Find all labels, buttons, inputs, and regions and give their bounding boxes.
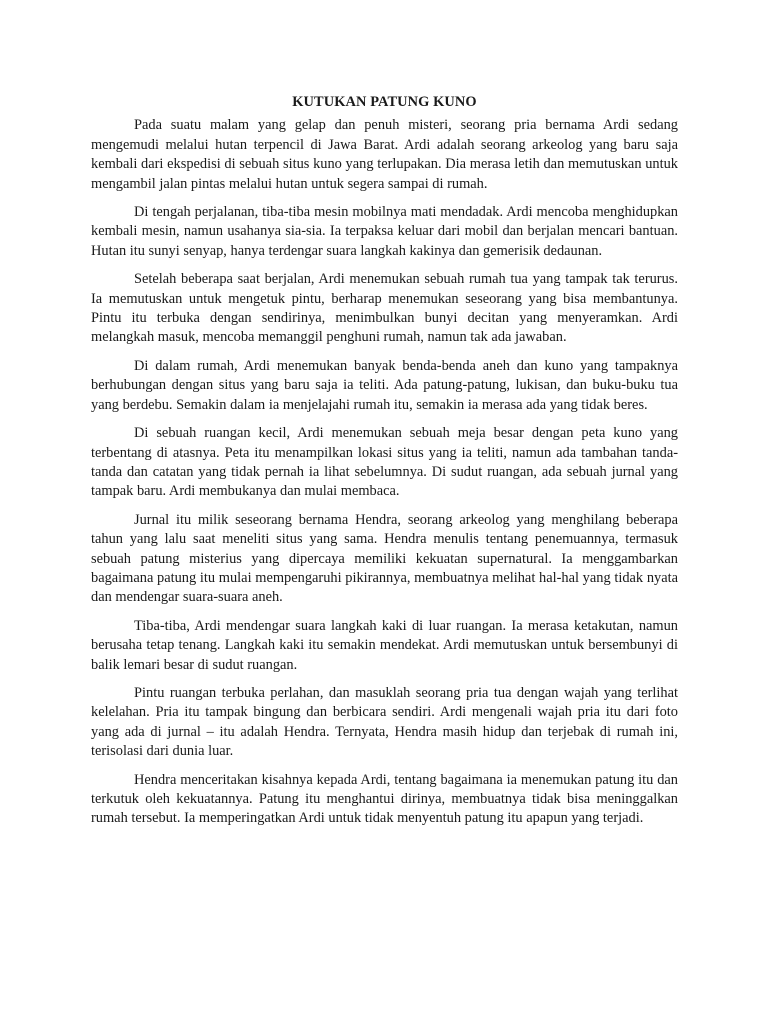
paragraph: Setelah beberapa saat berjalan, Ardi menemukan sebuah rumah tua yang tampak tak terurus. Ia memutuskan untuk mengetuk pintu, berharap menemukan seseorang yang bisa membantunya. Pintu itu terbuka dengan sendirinya, menimbulkan bunyi decitan yang menyeramkan. Ardi melangkah masuk, mencoba memanggil penghuni rumah, namun tak ada jawaban.	[91, 271, 678, 346]
paragraph: Pintu ruangan terbuka perlahan, dan masuklah seorang pria tua dengan wajah yang terlihat kelelahan. Pria itu tampak bingung dan berbicara sendiri. Ardi mengenali wajah pria itu dari foto yang ada di jurnal – itu adalah Hendra. Ternyata, Hendra masih hidup dan terjebak di rumah ini, terisolasi dari dunia luar.	[91, 684, 678, 760]
paragraph: Hendra menceritakan kisahnya kepada Ardi, tentang bagaimana ia menemukan patung itu dan terkutuk oleh kekuatannya. Patung itu menghantui dirinya, membuatnya tidak bisa meninggalkan rumah tersebut. Ia memperingatkan Ardi untuk tidak menyentuh patung itu apapun yang terjadi.	[91, 771, 678, 827]
paragraph: Di sebuah ruangan kecil, Ardi menemukan sebuah meja besar dengan peta kuno yang terbentang di atasnya. Peta itu menampilkan lokasi situs yang ia teliti, namun ada tambahan tanda-tanda dan catatan yang tidak pernah ia lihat sebelumnya. Di sudut ruangan, ada sebuah jurnal yang tampak baru. Ardi membukanya dan mulai membaca.	[91, 425, 678, 500]
paragraph: Tiba-tiba, Ardi mendengar suara langkah kaki di luar ruangan. Ia merasa ketakutan, namun berusaha tetap tenang. Langkah kaki itu semakin mendekat. Ardi memutuskan untuk bersembunyi di balik lemari besar di sudut ruangan.	[91, 617, 678, 673]
paragraph: Jurnal itu milik seseorang bernama Hendra, seorang arkeolog yang menghilang beberapa tahun yang lalu saat meneliti situs yang sama. Hendra menulis tentang penemuannya, termasuk sebuah patung misterius yang dipercaya memiliki kekuatan supernatural. Ia menggambarkan bagaimana patung itu mulai mempengaruhi pikirannya, membuatnya melihat hal-hal yang tidak nyata dan mendengar suara-suara aneh.	[91, 511, 678, 606]
document-page	[91, 93, 678, 838]
paragraph: Pada suatu malam yang gelap dan penuh misteri, seorang pria bernama Ardi sedang mengemudi melalui hutan terpencil di Jawa Barat. Ardi adalah seorang arkeolog yang baru saja kembali dari ekspedisi di sebuah situs kuno yang terlupakan. Dia merasa letih dan memutuskan untuk mengambil jalan pintas melalui hutan untuk segera sampai di rumah.	[91, 117, 678, 192]
paragraph: Di dalam rumah, Ardi menemukan banyak benda-benda aneh dan kuno yang tampaknya berhubungan dengan situs yang baru saja ia teliti. Ada patung-patung, lukisan, dan buku-buku tua yang berdebu. Semakin dalam ia menjelajahi rumah itu, semakin ia merasa ada yang tidak beres.	[91, 357, 678, 413]
paragraph: Di tengah perjalanan, tiba-tiba mesin mobilnya mati mendadak. Ardi mencoba menghidupkan kembali mesin, namun usahanya sia-sia. Ia terpaksa keluar dari mobil dan berjalan mencari bantuan. Hutan itu sunyi senyap, hanya terdengar suara langkah kakinya dan gemerisik dedaunan.	[91, 204, 678, 259]
document-title: KUTUKAN PATUNG KUNO	[292, 94, 477, 110]
